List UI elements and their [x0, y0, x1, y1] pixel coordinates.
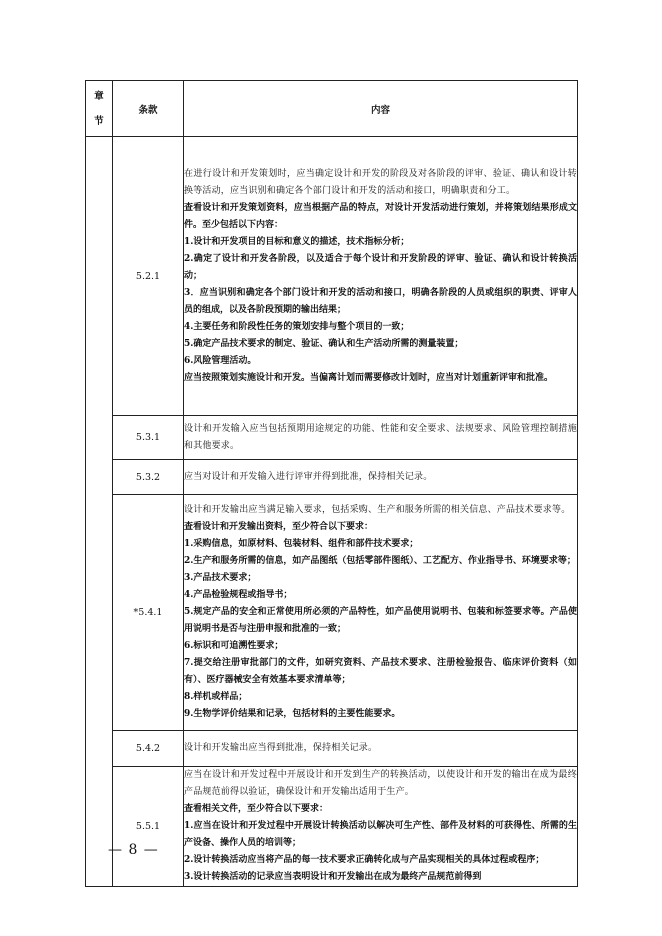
content-paragraph: 6.风险管理活动。: [184, 355, 257, 366]
content-paragraph: 2.设计转换活动应当将产品的每一技术要求正确转化成与产品实现相关的具体过程或程序；: [184, 855, 545, 865]
content-paragraph: 8.样机或样品；: [184, 692, 248, 702]
content-paragraph: 2.确定了设计和开发各阶段，以及适合于每个设计和开发阶段的评审、验证、确认和设计转换活动；: [184, 253, 577, 281]
content-paragraph: 查看相关文件，至少符合以下要求：: [184, 804, 329, 814]
content-paragraph: 1.应当在设计和开发过程中开展设计转换活动以解决可生产性、部件及材料的可获得性、所需的生产设备、操作人员的培训等；: [184, 821, 577, 848]
header-chapter: 章节: [86, 81, 113, 137]
content-paragraph: 9.生物学评价结果和记录，包括材料的主要性能要求。: [184, 709, 401, 719]
content-paragraph: 应当在设计和开发过程中开展设计和开发到生产的转换活动，以使设计和开发的输出在成为最终产品规范前得以验证，确保设计和开发输出适用于生产。: [184, 770, 577, 797]
content-cell: [184, 495, 578, 731]
content-cell: [184, 731, 578, 767]
content-cell: [184, 460, 578, 495]
clause-cell: 5.5.1: [113, 767, 184, 887]
header-clause: 条款: [113, 81, 184, 137]
content-paragraph: 4.产品检验规程或指导书；: [184, 590, 293, 600]
table-row: [86, 137, 578, 416]
content-cell: [184, 416, 578, 460]
clause-cell: 5.4.2: [113, 731, 184, 767]
content-paragraph: 3．应当识别和确定各个部门设计和开发的活动和接口，明确各阶段的人员或组织的职责、评审人员的组成，以及各阶段预期的输出结果；: [184, 287, 577, 315]
content-paragraph: 查看设计和开发输出资料，至少符合以下要求：: [184, 522, 374, 532]
table-row: [86, 416, 578, 460]
table-header-row: [86, 81, 578, 137]
content-paragraph: 设计和开发输出应当满足输入要求，包括采购、生产和服务所需的相关信息、产品技术要求等。: [184, 505, 571, 515]
page-number: — 8 —: [108, 842, 159, 858]
header-content: 内容: [184, 81, 578, 137]
content-paragraph: 1.设计和开发项目的目标和意义的描述，技术指标分析；: [184, 236, 410, 247]
content-paragraph: 7.提交给注册审批部门的文件，如研究资料、产品技术要求、注册检验报告、临床评价资料（如有）、医疗器械安全有效基本要求清单等；: [184, 658, 577, 685]
content-paragraph: 4.主要任务和阶段性任务的策划安排与整个项目的一致；: [184, 321, 410, 332]
chapter-cell: [86, 137, 113, 887]
content-paragraph: 3.设计转换活动的记录应当表明设计和开发输出在成为最终产品规范前得到: [184, 872, 482, 882]
content-paragraph: 设计和开发输出应当得到批准，保持相关记录。: [184, 743, 378, 753]
clause-cell: 5.2.1: [113, 137, 184, 416]
table-row: [86, 767, 578, 887]
table-row: [86, 495, 578, 731]
content-paragraph: 查看设计和开发策划资料，应当根据产品的特点，对设计开发活动进行策划，并将策划结果形成文件。至少包括以下内容：: [184, 202, 577, 230]
content-paragraph: 设计和开发输入应当包括预期用途规定的功能、性能和安全要求、法规要求、风险管理控制措施和其他要求。: [184, 423, 577, 451]
content-cell: [184, 137, 578, 416]
content-paragraph: 6.标识和可追溯性要求；: [184, 641, 284, 651]
table-row: [86, 460, 578, 495]
table-row: [86, 731, 578, 767]
content-paragraph: 5.规定产品的安全和正常使用所必须的产品特性，如产品使用说明书、包装和标签要求等。产品使用说明书是否与注册申报和批准的一致；: [184, 607, 577, 634]
content-paragraph: 应当对设计和开发输入进行评审并得到批准，保持相关记录。: [184, 471, 433, 482]
content-paragraph: 在进行设计和开发策划时，应当确定设计和开发的阶段及对各阶段的评审、验证、确认和设计转换等活动，应当识别和确定各个部门设计和开发的活动和接口，明确职责和分工。: [184, 168, 577, 196]
content-paragraph: 1.采购信息，如原材料、包装材料、组件和部件技术要求；: [184, 539, 419, 549]
content-cell: [184, 767, 578, 887]
content-paragraph: 应当按照策划实施设计和开发。当偏离计划而需要修改计划时，应当对计划重新评审和批准。: [184, 372, 554, 383]
content-paragraph: 2.生产和服务所需的信息，如产品图纸（包括零部件图纸）、工艺配方、作业指导书、环境要求等；: [184, 556, 576, 566]
regulation-table: [85, 80, 578, 887]
content-paragraph: 5.确定产品技术要求的制定、验证、确认和生产活动所需的测量装置；: [184, 338, 464, 349]
clause-cell: *5.4.1: [113, 495, 184, 731]
content-paragraph: 3.产品技术要求；: [184, 573, 257, 583]
clause-cell: 5.3.1: [113, 416, 184, 460]
clause-cell: 5.3.2: [113, 460, 184, 495]
